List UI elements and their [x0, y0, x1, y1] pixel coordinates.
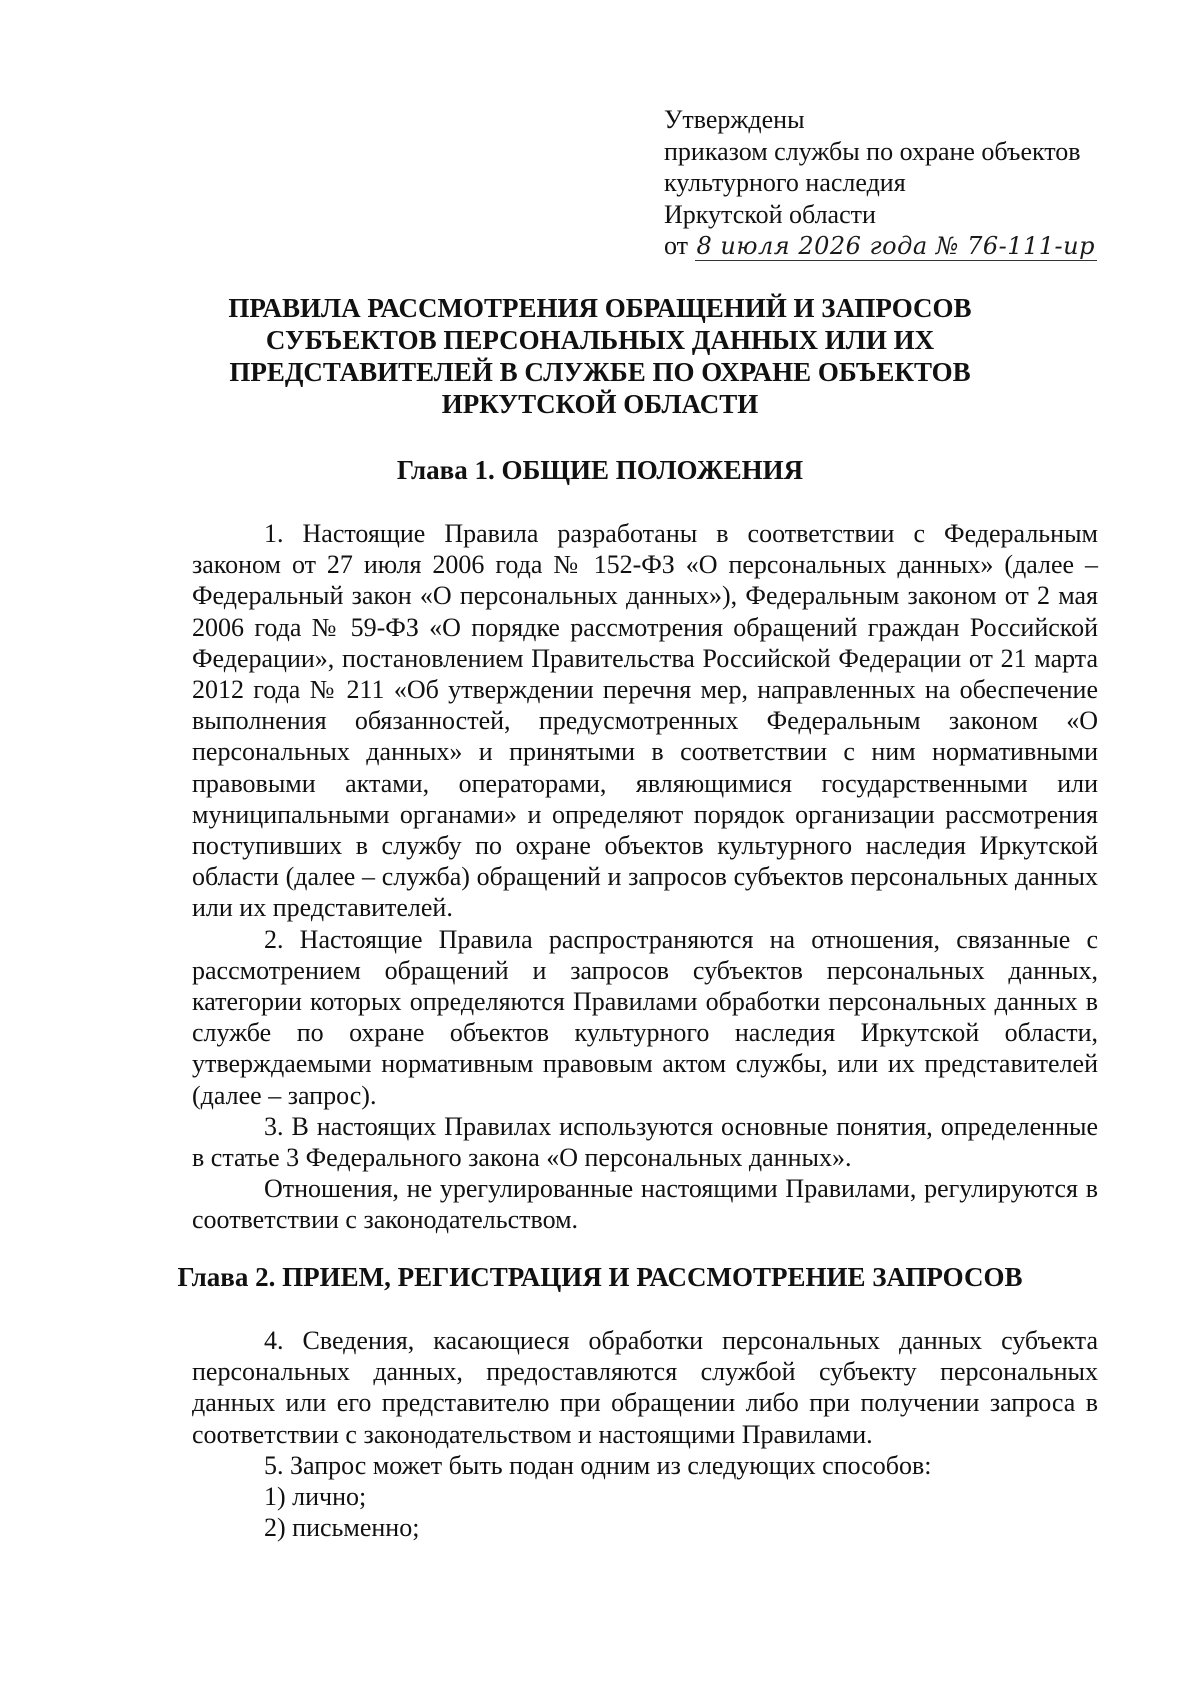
paragraph-3: 3. В настоящих Правилах используются основные понятия, определенные в статье 3 Федерального закона «О персональных данных».	[192, 1111, 1098, 1173]
list-item-2: 2) письменно;	[264, 1513, 420, 1543]
paragraph-4: 4. Сведения, касающиеся обработки персональных данных субъекта персональных данных, предоставляются службой субъекту персональных данных или его представителю при обращении либо при получении запроса в соответствии с законодательством и настоящими Правилами.	[192, 1326, 1098, 1449]
title-line-2: СУБЪЕКТОВ ПЕРСОНАЛЬНЫХ ДАННЫХ ИЛИ ИХ	[265, 325, 935, 355]
title-line-1: ПРАВИЛА РАССМОТРЕНИЯ ОБРАЩЕНИЙ И ЗАПРОСОВ	[228, 293, 972, 323]
chapter-1-heading: Глава 1. ОБЩИЕ ПОЛОЖЕНИЯ	[396, 455, 804, 485]
approval-date-line	[664, 230, 1134, 263]
approval-block	[664, 104, 1134, 263]
chapter-2-body	[192, 1325, 1098, 1543]
title-line-3: ПРЕДСТАВИТЕЛЕЙ В СЛУЖБЕ ПО ОХРАНЕ ОБЪЕКТОВ	[229, 357, 971, 387]
approval-line-4: Иркутской области	[664, 199, 876, 229]
paragraph-3-continuation: Отношения, не урегулированные настоящими Правилами, регулируются в соответствии с законодательством.	[192, 1174, 1098, 1235]
approval-line-2: приказом службы по охране объектов	[664, 136, 1081, 166]
title-line-4: ИРКУТСКОЙ ОБЛАСТИ	[441, 389, 759, 419]
paragraph-2: 2. Настоящие Правила распространяются на отношения, связанные с рассмотрением обращений и запросов субъектов персональных данных, категории которых определяются Правилами обработки персональных данных в службе по охране объектов культурного наследия Иркутской области, утверждаемыми нормативным правовым актом службы, или их представителей (далее – запрос).	[192, 924, 1098, 1110]
paragraph-1: 1. Настоящие Правила разработаны в соответствии с Федеральным законом от 27 июля 2006 года № 152-ФЗ «О персональных данных» (далее – Федеральный закон «О персональных данных»), Федеральным законом от 2 мая 2006 года № 59-ФЗ «О порядке рассмотрения обращений граждан Российской Федерации», постановлением Правительства Российской Федерации от 21 марта 2012 года № 211 «Об утверждении перечня мер, направленных на обеспечение выполнения обязанностей, предусмотренных Федеральным законом «О персональных данных» и принятыми в соответствии с ним нормативными правовыми актами, операторами, являющимися государственными или муниципальными органами» и определяют порядок организации рассмотрения поступивших в службу по охране объектов культурного наследия Иркутской области (далее – служба) обращений и запросов субъектов персональных данных или их представителей.	[192, 519, 1098, 923]
paragraph-5: 5. Запрос может быть подан одним из следующих способов:	[264, 1450, 932, 1480]
chapter-1-body	[192, 518, 1098, 1236]
document-title	[150, 292, 1050, 420]
list-item-1: 1) лично;	[264, 1482, 367, 1512]
approval-date-prefix: от	[664, 231, 689, 260]
chapter-2-heading: Глава 2. ПРИЕМ, РЕГИСТРАЦИЯ И РАССМОТРЕНИЕ ЗАПРОСОВ	[177, 1262, 1023, 1292]
handwritten-date: 8 июля 2026 года № 76-111-ир	[696, 232, 1095, 260]
approval-line-1: Утверждены	[664, 105, 805, 134]
approval-line-3: культурного наследия	[664, 168, 906, 197]
